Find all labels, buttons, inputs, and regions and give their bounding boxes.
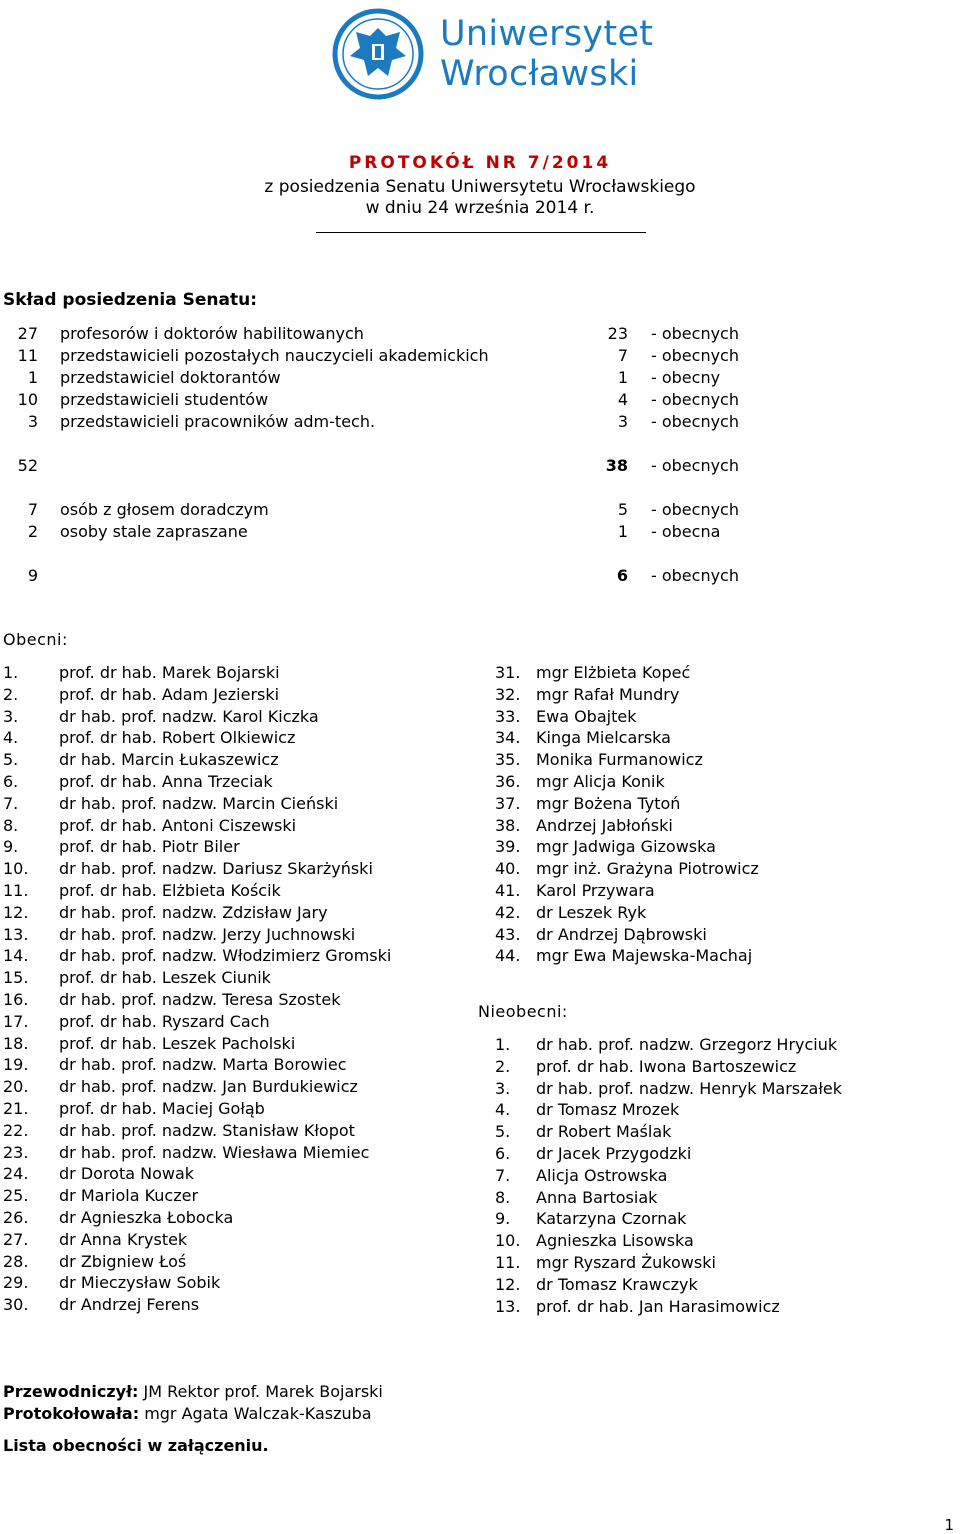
item-number: 8.: [3, 815, 19, 835]
advisory-row: [0, 522, 960, 544]
row-count: 1: [617, 522, 628, 541]
item-number: 10.: [3, 859, 29, 879]
row-status: - obecnych: [651, 390, 739, 409]
minutes-label: Protokołowała:: [3, 1404, 140, 1423]
person-name: dr hab. prof. nadzw. Henryk Marszałek: [536, 1078, 842, 1098]
person-name: dr hab. prof. nadzw. Stanisław Kłopot: [59, 1120, 355, 1140]
row-count: 5: [617, 500, 628, 519]
row-status: - obecnych: [651, 500, 739, 519]
composition-row: [0, 346, 960, 368]
row-status: - obecny: [651, 368, 721, 387]
item-number: 25.: [3, 1186, 29, 1206]
person-name: dr hab. prof. nadzw. Grzegorz Hryciuk: [536, 1035, 838, 1054]
item-number: 16.: [3, 989, 29, 1009]
eagle-crest-icon: [328, 8, 428, 100]
person-name: Andrzej Jabłoński: [536, 815, 673, 835]
item-number: 20.: [3, 1077, 29, 1097]
item-number: 32.: [495, 684, 521, 704]
person-name: mgr Alicja Konik: [536, 771, 665, 791]
item-number: 12.: [495, 1274, 521, 1294]
person-name: dr Mieczysław Sobik: [59, 1273, 221, 1293]
row-status: - obecnych: [651, 324, 739, 343]
row-description: przedstawicieli pozostałych nauczycieli akademickich: [60, 346, 489, 365]
person-name: dr Jacek Przygodzki: [536, 1143, 692, 1163]
person-name: dr Andrzej Dąbrowski: [536, 924, 707, 944]
item-number: 13.: [495, 1296, 521, 1316]
item-number: 11.: [3, 880, 29, 900]
person-name: dr hab. prof. nadzw. Włodzimierz Gromski: [59, 946, 392, 966]
person-name: prof. dr hab. Adam Jezierski: [59, 684, 280, 704]
minutes-value: mgr Agata Walczak-Kaszuba: [144, 1404, 372, 1423]
advisory-row: [0, 500, 960, 522]
person-name: Alicja Ostrowska: [536, 1165, 668, 1185]
item-number: 9.: [495, 1209, 511, 1229]
item-number: 23.: [3, 1142, 29, 1162]
advisory-total-row: [0, 566, 960, 588]
row-number: 2: [27, 522, 38, 541]
person-name: prof. dr hab. Elżbieta Kościk: [59, 880, 281, 900]
item-number: 7.: [495, 1165, 511, 1185]
composition-total-row: [0, 456, 960, 478]
item-number: 1.: [495, 1035, 511, 1054]
item-number: 22.: [3, 1120, 29, 1140]
person-name: dr hab. prof. nadzw. Jerzy Juchnowski: [59, 924, 356, 944]
person-name: Agnieszka Lisowska: [536, 1231, 694, 1251]
logo-line-1: Uniwersytet: [440, 14, 654, 54]
person-name: prof. dr hab. Anna Trzeciak: [59, 771, 273, 791]
chair-label: Przewodniczył:: [3, 1382, 139, 1401]
logo-wordmark: [440, 14, 653, 94]
item-number: 10.: [495, 1231, 521, 1251]
item-number: 41.: [495, 880, 521, 900]
person-name: prof. dr hab. Jan Harasimowicz: [536, 1296, 780, 1316]
row-count: 23: [607, 324, 628, 343]
person-name: Ewa Obajtek: [536, 706, 637, 726]
composition-row: [0, 368, 960, 390]
person-name: prof. dr hab. Ryszard Cach: [59, 1011, 270, 1031]
logo-line-2: Wrocławski: [440, 54, 639, 94]
item-number: 4.: [3, 728, 19, 748]
composition-row: [0, 412, 960, 434]
item-number: 2.: [495, 1056, 511, 1076]
item-number: 12.: [3, 902, 29, 922]
person-name: Anna Bartosiak: [536, 1187, 658, 1207]
item-number: 30.: [3, 1295, 29, 1315]
person-name: dr Mariola Kuczer: [59, 1186, 199, 1206]
person-name: dr hab. prof. nadzw. Karol Kiczka: [59, 706, 319, 726]
person-name: dr hab. Marcin Łukaszewicz: [59, 750, 279, 770]
person-name: dr hab. prof. nadzw. Wiesława Miemiec: [59, 1142, 370, 1162]
item-number: 33.: [495, 706, 521, 726]
item-number: 3.: [495, 1078, 511, 1098]
document-title: PROTOKÓŁ NR 7/2014: [348, 153, 612, 173]
chair-line: [3, 1381, 383, 1403]
person-name: mgr Ewa Majewska-Machaj: [536, 946, 753, 966]
chair-value: JM Rektor prof. Marek Bojarski: [143, 1382, 383, 1401]
item-number: 13.: [3, 924, 29, 944]
person-name: Katarzyna Czornak: [536, 1209, 687, 1229]
row-count: 3: [617, 412, 628, 431]
person-name: Kinga Mielcarska: [536, 728, 671, 748]
row-number: 11: [17, 346, 38, 365]
footer: [3, 1381, 383, 1457]
item-number: 4.: [495, 1100, 511, 1120]
title-divider: [316, 232, 646, 233]
item-number: 9.: [3, 837, 19, 857]
person-name: dr Dorota Nowak: [59, 1164, 195, 1184]
row-number: 52: [17, 456, 38, 475]
person-name: dr hab. prof. nadzw. Teresa Szostek: [59, 989, 341, 1009]
person-name: dr Andrzej Ferens: [59, 1295, 200, 1315]
row-number: 1: [27, 368, 38, 387]
person-name: dr Agnieszka Łobocka: [59, 1207, 234, 1227]
minutes-line: [3, 1403, 383, 1425]
item-number: 19.: [3, 1055, 29, 1075]
person-name: prof. dr hab. Piotr Biler: [59, 837, 240, 857]
item-number: 43.: [495, 924, 521, 944]
row-number: 10: [17, 390, 38, 409]
person-name: mgr Rafał Mundry: [536, 684, 680, 704]
composition-row: [0, 324, 960, 346]
document-subtitle: z posiedzenia Senatu Uniwersytetu Wrocławskiego: [264, 177, 696, 197]
item-number: 28.: [3, 1251, 29, 1271]
item-number: 40.: [495, 859, 521, 879]
person-name: dr hab. prof. nadzw. Marta Borowiec: [59, 1055, 347, 1075]
person-name: dr hab. prof. nadzw. Dariusz Skarżyński: [59, 859, 373, 879]
person-name: dr hab. prof. nadzw. Marcin Cieński: [59, 793, 339, 813]
item-number: 6.: [3, 771, 19, 791]
present-heading: Obecni:: [3, 630, 68, 649]
item-number: 38.: [495, 815, 521, 835]
person-name: Monika Furmanowicz: [536, 750, 703, 770]
person-name: prof. dr hab. Leszek Ciunik: [59, 968, 271, 988]
composition-heading: Skład posiedzenia Senatu:: [3, 290, 258, 310]
page-number: 1: [944, 1516, 954, 1534]
item-number: 11.: [495, 1252, 521, 1272]
row-description: osób z głosem doradczym: [60, 500, 269, 519]
person-name: mgr Ryszard Żukowski: [536, 1252, 716, 1272]
person-name: dr Robert Maślak: [536, 1122, 672, 1142]
item-number: 44.: [495, 946, 521, 966]
row-status: - obecnych: [651, 346, 739, 365]
row-count: 38: [605, 456, 628, 475]
person-name: prof. dr hab. Marek Bojarski: [59, 663, 280, 682]
composition-row: [0, 390, 960, 412]
item-number: 1.: [3, 663, 19, 682]
row-status: - obecnych: [651, 456, 739, 475]
item-number: 5.: [3, 750, 19, 770]
person-name: prof. dr hab. Antoni Ciszewski: [59, 815, 297, 835]
person-name: dr Tomasz Krawczyk: [536, 1274, 698, 1294]
item-number: 31.: [495, 663, 521, 682]
item-number: 26.: [3, 1207, 29, 1227]
person-name: dr hab. prof. nadzw. Jan Burdukiewicz: [59, 1077, 358, 1097]
row-description: przedstawicieli pracowników adm-tech.: [60, 412, 376, 431]
university-logo: [328, 8, 654, 100]
item-number: 18.: [3, 1033, 29, 1053]
row-description: przedstawicieli studentów: [60, 390, 269, 409]
item-number: 14.: [3, 946, 29, 966]
row-count: 1: [617, 368, 628, 387]
item-number: 5.: [495, 1122, 511, 1142]
absent-heading: Nieobecni:: [478, 1002, 568, 1021]
row-description: przedstawiciel doktorantów: [60, 368, 281, 387]
person-name: prof. dr hab. Maciej Gołąb: [59, 1098, 265, 1118]
row-description: profesorów i doktorów habilitowanych: [60, 324, 364, 343]
person-name: dr Tomasz Mrozek: [536, 1100, 680, 1120]
item-number: 34.: [495, 728, 521, 748]
item-number: 42.: [495, 902, 521, 922]
person-name: mgr Elżbieta Kopeć: [536, 663, 691, 682]
row-status: - obecna: [651, 522, 721, 541]
person-name: prof. dr hab. Leszek Pacholski: [59, 1033, 296, 1053]
person-name: mgr Jadwiga Gizowska: [536, 837, 716, 857]
person-name: prof. dr hab. Iwona Bartoszewicz: [536, 1056, 797, 1076]
row-number: 3: [27, 412, 38, 431]
row-number: 9: [27, 566, 38, 585]
person-name: dr hab. prof. nadzw. Zdzisław Jary: [59, 902, 328, 922]
document-date: w dniu 24 września 2014 r.: [365, 198, 595, 218]
row-status: - obecnych: [651, 412, 739, 431]
item-number: 39.: [495, 837, 521, 857]
person-name: dr Zbigniew Łoś: [59, 1251, 187, 1271]
item-number: 36.: [495, 771, 521, 791]
person-name: mgr Bożena Tytoń: [536, 793, 681, 813]
item-number: 29.: [3, 1273, 29, 1293]
person-name: Karol Przywara: [536, 880, 655, 900]
item-number: 35.: [495, 750, 521, 770]
row-count: 4: [617, 390, 628, 409]
item-number: 21.: [3, 1098, 29, 1118]
item-number: 27.: [3, 1229, 29, 1249]
item-number: 7.: [3, 793, 19, 813]
item-number: 37.: [495, 793, 521, 813]
person-name: prof. dr hab. Robert Olkiewicz: [59, 728, 296, 748]
item-number: 24.: [3, 1164, 29, 1184]
item-number: 8.: [495, 1187, 511, 1207]
attendance-note: Lista obecności w załączeniu.: [3, 1436, 269, 1455]
row-number: 27: [17, 324, 38, 343]
item-number: 3.: [3, 706, 19, 726]
person-name: mgr inż. Grażyna Piotrowicz: [536, 859, 759, 879]
item-number: 17.: [3, 1011, 29, 1031]
row-count: 6: [616, 566, 628, 585]
row-number: 7: [27, 500, 38, 519]
row-count: 7: [617, 346, 628, 365]
item-number: 6.: [495, 1143, 511, 1163]
row-status: - obecnych: [651, 566, 739, 585]
person-name: dr Anna Krystek: [59, 1229, 188, 1249]
row-description: osoby stale zapraszane: [60, 522, 248, 541]
person-name: dr Leszek Ryk: [536, 902, 647, 922]
item-number: 2.: [3, 684, 19, 704]
item-number: 15.: [3, 968, 29, 988]
